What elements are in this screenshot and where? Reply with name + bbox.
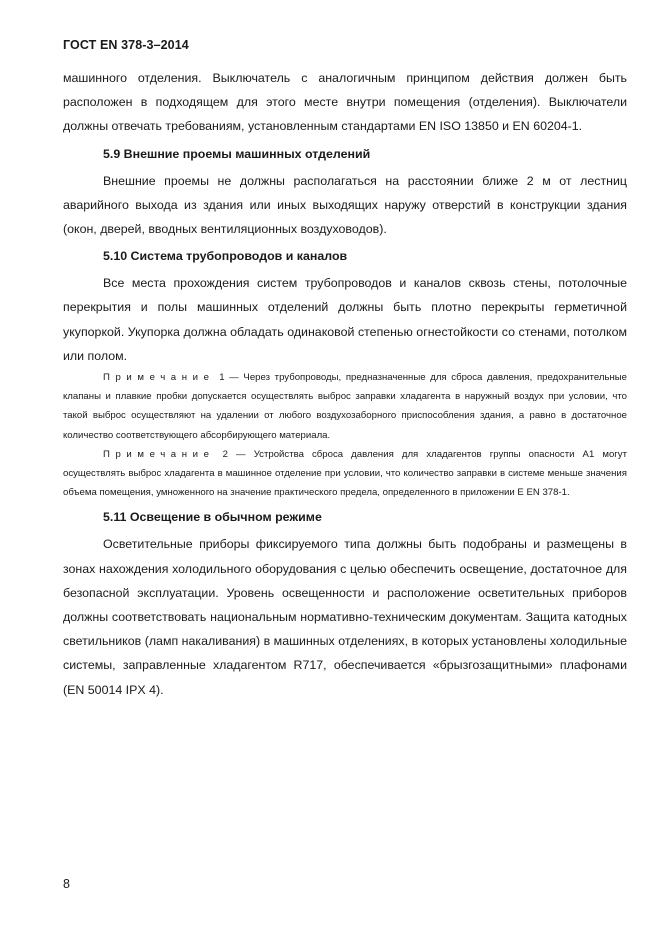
section-5-11-text: Осветительные приборы фиксируемого типа должны быть подобраны и размещены в зонах нахождения холодильного оборудования с целью обеспечить освещение, достаточное для безопасной эксплуатации. Уровень освещенности и расположение осветительных приборов должны соответствовать национальным нормативно-техническим документам. Защита катодных светильников (ламп накаливания) в машинных отделениях, в которых установлены холодильные системы, заправленные хладагентом R717, обеспечивается «брызгозащитными» плафонами (EN 50014 IPX 4). (63, 537, 627, 697)
section-5-9-text: Внешние проемы не должны располагаться на расстоянии ближе 2 м от лестниц аварийного выхода из здания или иных выходящих наружу отверстий в конструкции здания (окон, дверей, вводных вентиляционных воздуховодов). (63, 173, 627, 237)
running-header: ГОСТ EN 378-3–2014 (63, 38, 189, 52)
section-5-11-heading: 5.11 Освещение в обычном режиме (103, 510, 322, 525)
intro-paragraph: машинного отделения. Выключатель с аналогичным принципом действия должен быть расположен в подходящем для этого месте внутри помещения (отделения). Выключатели должны отвечать требованиям, установленным стандартами EN ISO 13850 и EN 60204-1. (63, 71, 627, 134)
section-5-10-text: Все места прохождения систем трубопроводов и каналов сквозь стены, потолочные перекрытия и полы машинных отделений должны быть плотно перекрыты герметичной укупоркой. Укупорка должна обладать одинаковой степенью огнестойкости со стенами, потолком или полом. (63, 276, 627, 363)
note-1-label: Примечание (103, 372, 215, 384)
note-2-text: 2 — Устройства сброса давления для хладагентов группы опасности A1 могут осуществлять выброс хладагента в машинное отделение при условии, что количество заправки в системе меньше значения объема помещения, умноженного на значение практического предела, определенного в приложении E EN 378-1. (63, 448, 628, 499)
page-number: 8 (63, 877, 70, 891)
page-content (63, 66, 627, 702)
section-5-9-heading: 5.9 Внешние проемы машинных отделений (103, 146, 371, 161)
note-1-text: 1 — Через трубопроводы, предназначенные для сброса давления, предохранительные клапаны и плавкие пробки допускается осуществлять выброс заправки хладагента в наружный воздух при условии, что такой выброс осуществляют на удалении от любого воздухозаборного приспособления здания, а равно в достаточное количество соответствующего абсорбирующего материала. (63, 372, 627, 441)
section-5-10-heading: 5.10 Система трубопроводов и каналов (103, 249, 348, 264)
note-2-label: Примечание (103, 448, 215, 460)
note-1 (63, 368, 627, 445)
note-2 (63, 445, 627, 503)
